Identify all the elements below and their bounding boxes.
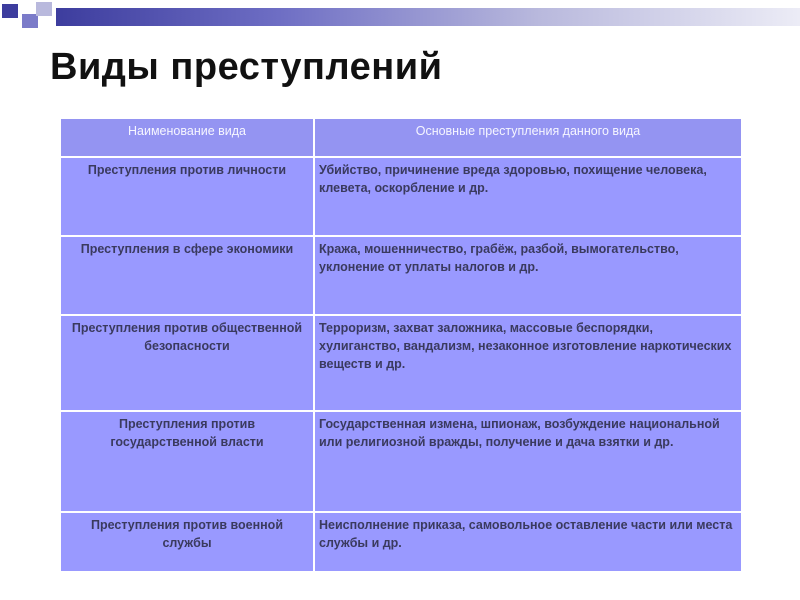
- table-row: [60, 512, 742, 572]
- cell-kind: Преступления против личности: [60, 157, 314, 236]
- table-row: [60, 236, 742, 315]
- table-row: [60, 411, 742, 512]
- decor-square-mid: [22, 14, 38, 28]
- cell-crimes: Убийство, причинение вреда здоровью, похищение человека, клевета, оскорбление и др.: [314, 157, 742, 236]
- decor-gradient-bar: [56, 8, 800, 26]
- cell-crimes: Неисполнение приказа, самовольное оставление части или места службы и др.: [314, 512, 742, 572]
- table-row: [60, 157, 742, 236]
- decorative-header: [0, 0, 800, 40]
- cell-crimes: Государственная измена, шпионаж, возбуждение национальной или религиозной вражды, получение и дача взятки и др.: [314, 411, 742, 512]
- decor-square-dark: [2, 4, 18, 18]
- header-crimes: Основные преступления данного вида: [314, 118, 742, 157]
- crimes-table: [59, 117, 743, 573]
- cell-kind: Преступления против военной службы: [60, 512, 314, 572]
- table-row: [60, 315, 742, 411]
- table-header-row: [60, 118, 742, 157]
- decor-square-light: [36, 2, 52, 16]
- cell-crimes: Терроризм, захват заложника, массовые беспорядки, хулиганство, вандализм, незаконное изготовление наркотических веществ и др.: [314, 315, 742, 411]
- cell-kind: Преступления против государственной власти: [60, 411, 314, 512]
- page-title: Виды преступлений: [50, 46, 443, 88]
- header-kind: Наименование вида: [60, 118, 314, 157]
- cell-kind: Преступления в сфере экономики: [60, 236, 314, 315]
- cell-crimes: Кража, мошенничество, грабёж, разбой, вымогательство, уклонение от уплаты налогов и др.: [314, 236, 742, 315]
- cell-kind: Преступления против общественной безопасности: [60, 315, 314, 411]
